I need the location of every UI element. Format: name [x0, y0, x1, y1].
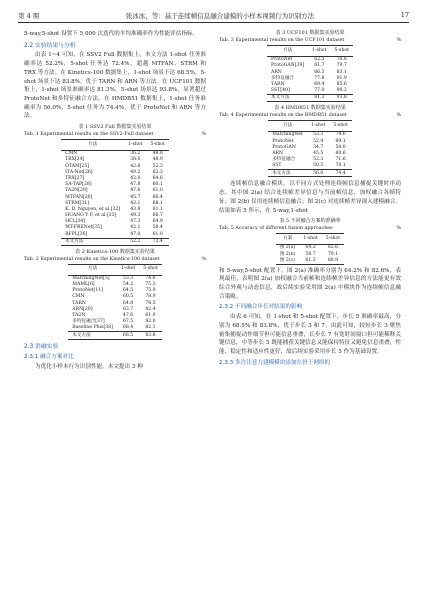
table-1-cell-method: ITA-Net[26] [65, 169, 93, 175]
running-title: 张冰冰，等：基于连续帧信息融合建模的小样本视频行为识别方法 [125, 11, 315, 20]
table-1-cell-method: HCL[34] [65, 219, 86, 225]
table-4-unit: % [396, 113, 401, 119]
table-2-cell-5shot: 83.8 [139, 332, 161, 339]
table-2-header-5shot: 5-shot [139, 264, 161, 275]
table-2-header-method: 方法 [68, 264, 117, 275]
paragraph-results: 由表 1~4 可知，在 SSV2 Full 数据集上，本文方法 1-shot 任务准确率达 52.2%，5-shot 任务达 72.4%，超越 MTFAN、STRM 和 TRX 等方法。在 Kinetics-100 数据集上，1-shot 场景下达 68.5%，5-shot 场景下达 83.8%，优于 TARN 和 ARN 等方法。在 UCF101 数据集上，1-shot 场景准确率达 81.3%，5-shot 场景达 93.8%，显著超过 ProtoNet 和多特征融合方法。在 HMDB51 数据集上，1-shot 任务准确率为 56.0%，5-shot 任务为 74.4%，优于 ProtoNet 和 ARN 等方法。 [24, 52, 206, 120]
table-1-cell-5shot: 48.8 [152, 151, 163, 157]
table-4-cell-5shot: 60.6 [335, 150, 346, 156]
table-1-cell-5shot: 68.1 [152, 200, 163, 206]
table-5-header-row [276, 234, 344, 245]
table-1-header-method: 方法 [61, 140, 124, 151]
table-4-cell-method: ProtoGAN [272, 144, 296, 150]
table-5-cell-method: 图 2(b) [279, 251, 296, 257]
section-2-2-heading: 2.2 实验结果与分析 [24, 42, 76, 49]
table-4-caption-en: Tab. 4 Experimental results on the HMDB51 dataset [219, 113, 347, 119]
table-2-header-1shot: 1-shot [117, 264, 139, 275]
table-2-cell-1shot: 68.4 [122, 325, 134, 331]
table-1-cell-1shot: 45.7 [130, 194, 141, 200]
table-1-cell-5shot: 64.9 [152, 219, 163, 225]
table-5-unit: % [396, 226, 401, 232]
paragraph-stride: 由表 6 可知，在 1-shot 和 5-shot 配置下，步长 5 准确率最高，分别为 68.5% 和 83.8%，优于步长 3 和 7。由此可知，较短步长 3 聚焦密集捕捉动作细节但可能信息重叠，长步长 7 有宽时间窗口但可能稀释关键信息，中等步长 5 既能捕获关键信息又能保持特征又避免信息重叠，性能、稳定性和适应性更好，故后续实验采用步长 5 作为基础设置。 [219, 314, 401, 355]
table-2-cell-method: MAML[6] [72, 282, 95, 288]
table-4-cell-method: ProtoNet [272, 138, 294, 144]
table-3-caption-cn: 表 3 UCF101 数据集实验结果 [275, 30, 345, 36]
table-4-caption-cn: 表 4 HMDB51 数据集实验结果 [274, 105, 346, 112]
right-column [219, 30, 401, 368]
table-4-cell-method: 本文方法 [268, 170, 307, 177]
table-1-cell-5shot: 52.3 [152, 163, 163, 169]
table-1-cell-1shot: 42.0 [130, 175, 141, 181]
table-3-cell-5shot: 85.6 [336, 81, 347, 87]
table-1-cell-1shot: 42.1 [130, 225, 141, 231]
table-4-ours-row [268, 170, 352, 177]
table-4 [268, 120, 352, 177]
table-4-cell-method: ARN [272, 150, 283, 156]
table-4-cell-5shot: 54.0 [335, 144, 346, 150]
table-4-cell-method: SST [272, 163, 282, 169]
table-1-cell-1shot: 47.3 [130, 219, 141, 225]
table-2-cell-method: 本文方法 [68, 332, 117, 339]
table-2-caption-en: Tab. 2 Experimental results on the Kinetics-100 dataset [24, 256, 160, 262]
table-2-cell-method: TA2N [72, 313, 86, 319]
section-2-3-2-heading: 2.3.2 不同融合步长对结果的影响 [219, 304, 303, 311]
table-1-cell-1shot: 52.2 [124, 238, 146, 245]
table-3-cell-method: SST[40] [271, 88, 290, 94]
table-1-cell-5shot: 72.4 [147, 238, 169, 245]
table-1-cell-method: CMN [65, 151, 78, 157]
table-3-cell-5shot: 79.7 [336, 63, 347, 69]
table-3-cell-5shot: 90.2 [336, 88, 347, 94]
table-1-cell-5shot: 48.9 [152, 157, 163, 163]
table-5-header-scheme: 方案 [276, 234, 300, 245]
table-3-cell-method: ARN [271, 69, 282, 75]
table-3-cell-1shot: 69.4 [314, 81, 325, 87]
left-column [24, 30, 206, 372]
table-5-cell-1shot: 58.7 [305, 251, 316, 257]
table-2-cell-1shot: 47.6 [122, 313, 134, 319]
table-5-cell-1shot: 61.3 [305, 257, 316, 263]
table-1-caption-cn: 表 1 SSV2 Full 数据集实验结果 [78, 124, 152, 131]
table-3-cell-1shot: 62.5 [314, 57, 325, 63]
table-4-cell-5shot: 74.4 [329, 170, 351, 177]
table-5-cell-method: 图 2(c) [279, 257, 295, 263]
table-3-cell-1shot: 61.7 [314, 63, 325, 69]
table-4-cell-5shot: 69.1 [335, 138, 346, 144]
table-1-cell-1shot: 47.0 [130, 231, 141, 237]
table-5-cell-5shot: 82.6 [327, 245, 339, 251]
table-1-cell-method: 本文方法 [61, 238, 124, 245]
table-2-cell-method: ProtoNet[11] [72, 288, 103, 294]
table-4-cell-1shot: 50.5 [313, 163, 324, 169]
table-2 [68, 264, 161, 340]
table-3-cell-1shot: 77.8 [314, 75, 325, 81]
table-5-row [276, 257, 344, 264]
table-2-cell-method: ARN[20] [72, 306, 93, 312]
table-2-ours-row [68, 332, 161, 339]
paragraph-fusion-results: 和 5-way,5-shot 配置下，图 2(a) 准确率分别为 64.2% 和 82.6%，表现最佳，表明图 2(a) 加权融合当前帧和连续帧差异信息的方法能更有效综合外观与动态信息，故后续实验采用图 2(a) 中模块作为连续帧信息融合策略。 [219, 267, 401, 300]
table-4-header-row [268, 121, 352, 132]
table-5-cell-method: 图 2(a) [279, 245, 296, 251]
issue-number: 第 4 期 [18, 11, 40, 20]
table-3-unit: % [396, 38, 401, 43]
table-2-cell-1shot: 54.2 [122, 282, 134, 288]
table-3-header-1shot: 1-shot [308, 46, 330, 57]
table-1-caption-en: Tab. 1 Experimental results on the SSV2-Full dataset [24, 132, 154, 138]
page-header [18, 8, 409, 23]
table-1-header-5shot: 5-shot [147, 140, 169, 151]
table-1-cell-method: TRX[27] [65, 175, 85, 181]
table-1-cell-1shot: 42.8 [130, 163, 141, 169]
table-5-caption-cn: 表 5 不同融合方案的准确率 [279, 218, 341, 225]
table-4-cell-5shot: 71.6 [335, 157, 346, 163]
table-1 [61, 139, 169, 246]
table-4-cell-1shot: 45.5 [313, 150, 324, 156]
table-2-cell-method: 多特征融合[37] [72, 319, 105, 325]
table-1-cell-5shot: 61.1 [152, 206, 163, 212]
table-2-cell-5shot: 82.4 [145, 306, 156, 312]
table-5-row [276, 245, 344, 252]
table-3-cell-5shot: 83.1 [336, 69, 347, 75]
table-2-cell-5shot: 74.6 [145, 275, 156, 281]
table-1-row [61, 207, 169, 213]
table-5-cell-5shot: 80.9 [327, 257, 339, 263]
table-1-cell-method: STRM[31] [65, 200, 89, 206]
table-1-cell-5shot: 64.6 [152, 175, 163, 181]
table-1-cell-1shot: 47.8 [130, 182, 141, 188]
table-1-cell-1shot: 43.1 [130, 200, 141, 206]
table-4-cell-5shot: 74.6 [335, 132, 346, 138]
table-4-cell-5shot: 70.1 [335, 163, 346, 169]
table-4-cell-method: MatchingNet [272, 132, 303, 138]
table-1-cell-method: MT-FRENet[35] [65, 225, 102, 231]
table-2-cell-5shot: 75.3 [145, 282, 156, 288]
table-3-cell-method: 多特征融合 [271, 75, 295, 81]
table-5-header-5shot: 5-shot [322, 234, 344, 245]
table-1-cell-5shot: 60.4 [152, 194, 163, 200]
table-2-row [68, 325, 161, 332]
table-2-header-row [68, 264, 161, 275]
table-2-cell-1shot: 63.7 [122, 306, 134, 312]
table-5-row [276, 251, 344, 257]
table-2-caption-en-row [24, 256, 206, 263]
table-3-row [267, 88, 353, 95]
table-2-cell-5shot: 78.9 [145, 294, 156, 300]
table-1-cell-1shot: 38.6 [130, 157, 141, 163]
table-5-caption-en-row [219, 225, 401, 232]
table-2-cell-5shot: 61.0 [145, 313, 156, 319]
table-5-header-1shot: 1-shot [299, 234, 321, 245]
table-3-cell-1shot: 66.3 [314, 69, 325, 75]
table-1-caption-en-row [24, 131, 206, 138]
section-2-3-3-heading: 2.3.3 多注注意力建模模块添加在骨干网络的 [219, 359, 331, 366]
table-2-cell-5shot: 75.9 [145, 288, 156, 294]
table-2-cell-5shot: 82.0 [145, 319, 156, 325]
table-1-cell-1shot: 47.6 [130, 188, 141, 194]
table-4-cell-1shot: 53.3 [313, 132, 324, 138]
table-4-cell-1shot: 56.0 [307, 170, 329, 177]
table-3-caption-en-row [219, 37, 401, 44]
table-2-cell-5shot: 78.5 [145, 300, 156, 306]
table-4-header-1shot: 1-shot [307, 121, 329, 132]
table-1-cell-method: TRX[24] [65, 157, 85, 163]
table-2-row [68, 275, 161, 282]
table-1-cell-5shot: 61.0 [152, 231, 163, 237]
table-2-caption-cn: 表 2 Kinetics-100 数据集实验结果 [75, 248, 155, 255]
section-2-3-1-heading: 2.3.1 融合方案对比 [24, 354, 74, 361]
table-4-row [268, 132, 352, 139]
table-1-cell-method: SA-TAP[28] [65, 182, 92, 188]
table-1-cell-5shot: 58.4 [152, 225, 163, 231]
table-2-cell-1shot: 60.5 [122, 294, 134, 300]
table-3-cell-5shot: 91.9 [336, 75, 347, 81]
table-1-cell-1shot: 43.8 [130, 206, 141, 212]
table-2-cell-method: Baseline Plus[38] [72, 325, 113, 331]
table-3-header-row [267, 46, 353, 57]
table-3-header-5shot: 5-shot [331, 46, 353, 57]
paragraph-top: 5-way,5-shot 设置下 5 000 次迭代的平均准确率作为性能评估指标。 [24, 31, 199, 37]
table-1-header-1shot: 1-shot [124, 140, 146, 151]
table-3-cell-method: ProtoNet [271, 57, 293, 63]
table-4-header-method: 方法 [268, 121, 307, 132]
table-3-cell-1shot: 81.3 [308, 95, 330, 102]
table-5-cell-1shot: 64.2 [305, 245, 316, 251]
table-4-cell-1shot: 52.3 [313, 157, 324, 163]
table-2-cell-1shot: 68.5 [117, 332, 139, 339]
table-3-cell-5shot: 93.8 [331, 95, 353, 102]
table-2-cell-1shot: 64.8 [122, 300, 134, 306]
table-3 [267, 45, 353, 102]
table-1-cell-5shot: 66.7 [152, 213, 163, 219]
table-2-cell-method: TARN [72, 300, 86, 306]
table-1-row [61, 231, 169, 238]
table-1-cell-method: K. D. Nguyen, et al.[32] [65, 206, 121, 212]
table-1-cell-1shot: 36.2 [130, 151, 141, 157]
paragraph-fusion-modules: 连续帧信息融合模块，以不同方式处理连续帧信息捕捉关键时序动态。其中图 2(a) 结合连续帧差异信息与当前帧信息，加权融合各帧特征；图 2(b) 仅用连续帧信息融合；图 2(c) 对连续帧差异深入建模融合。结果如表 5 所示，在 5-way,1-shot [219, 181, 401, 214]
table-4-cell-method: 多特征融合 [272, 157, 296, 163]
table-2-cell-1shot: 53.3 [122, 275, 134, 281]
table-1-cell-1shot: 49.3 [130, 213, 141, 219]
table-3-cell-5shot: 78.6 [336, 57, 347, 63]
table-1-ours-row [61, 238, 169, 245]
table-1-cell-method: OTAM[25] [65, 163, 90, 169]
table-3-cell-1shot: 77.0 [314, 88, 325, 94]
table-1-cell-method: RFPL[36] [65, 231, 88, 237]
table-4-cell-1shot: 34.7 [313, 144, 324, 150]
table-2-cell-method: CMN [72, 294, 85, 300]
table-2-cell-1shot: 67.5 [122, 319, 134, 325]
table-4-header-5shot: 5-shot [329, 121, 351, 132]
table-1-cell-method: HUANG Y F, et al.[33] [65, 213, 117, 219]
table-1-cell-1shot: 49.2 [130, 169, 141, 175]
table-2-cell-method: MatchingNet[5] [72, 275, 110, 281]
table-1-cell-5shot: 62.3 [152, 169, 163, 175]
table-4-caption-en-row [219, 112, 401, 119]
table-4-row [268, 163, 352, 170]
table-3-header-method: 方法 [267, 46, 308, 57]
table-3-ours-row [267, 95, 353, 102]
table-3-caption-en: Tab. 3 Experimental results on the UCF101 dataset [219, 38, 345, 43]
table-1-cell-5shot: 60.1 [152, 182, 163, 188]
table-1-unit: % [201, 132, 206, 138]
table-2-unit: % [201, 256, 206, 262]
table-3-cell-method: 本文方法 [267, 95, 308, 102]
table-2-cell-1shot: 64.5 [122, 288, 134, 294]
table-3-cell-method: ProtoGAN[39] [271, 63, 305, 69]
table-5-cell-5shot: 79.1 [327, 251, 339, 257]
table-1-cell-method: TA2N[29] [65, 188, 88, 194]
table-1-cell-method: MTFAN[30] [65, 194, 93, 200]
table-2-cell-5shot: 82.1 [145, 325, 156, 331]
table-1-header-row [61, 140, 169, 151]
paragraph-fusion-intro: 为优化小样本行为识别性能，本文提出 3 种 [35, 363, 143, 370]
page-number: 17 [400, 11, 409, 19]
table-5 [276, 233, 344, 264]
table-5-caption-en: Tab. 5 Accuracy of different fusion approaches [219, 226, 333, 232]
table-1-cell-5shot: 61.0 [152, 188, 163, 194]
table-3-cell-method: TARN [271, 81, 285, 87]
section-2-3-heading: 2.3 消融实验 [24, 343, 59, 350]
table-4-cell-1shot: 52.4 [313, 138, 324, 144]
